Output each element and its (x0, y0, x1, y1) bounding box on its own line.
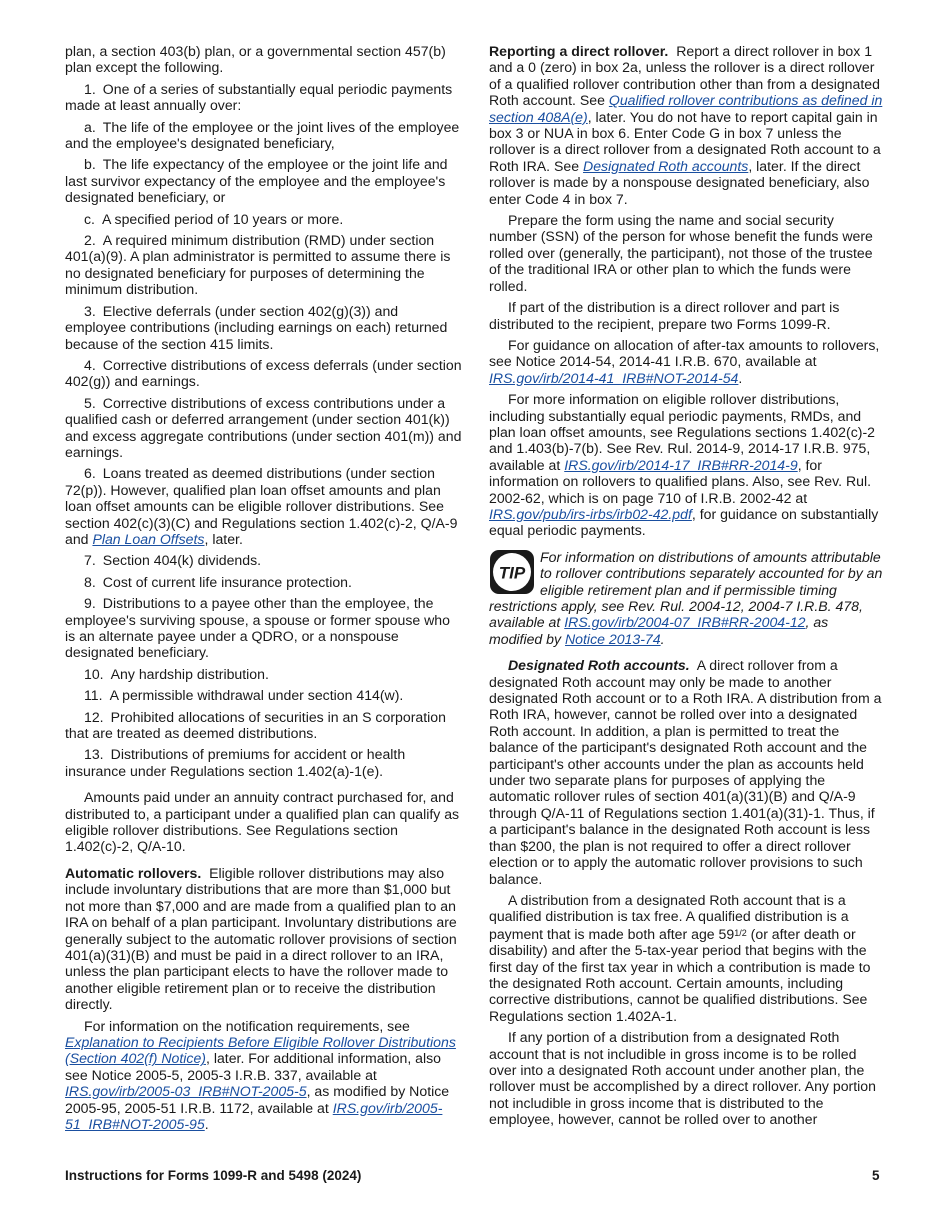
tip-icon (489, 549, 535, 595)
section-402f-notice-link[interactable]: Explanation to Recipients Before Eligible Rollover Distributions (Section 402(f) Notice) (65, 1033, 456, 1067)
list-item-8: 8. Cost of current life insurance protection. (84, 573, 352, 590)
right-column (489, 43, 885, 1128)
rev-rul-2004-12-link[interactable]: IRS.gov/irb/2004-07_IRB#RR-2004-12 (564, 614, 806, 631)
notice-2005-5-link[interactable]: IRS.gov/irb/2005-03_IRB#NOT-2005-5 (65, 1083, 307, 1100)
notice-2005-95-link[interactable]: IRS.gov/irb/2005-51_IRB#NOT-2005-95 (65, 1099, 443, 1132)
list-item-1a: a. The life of the employee or the joint lives of the employee and the employee's designated beneficiary, (65, 118, 460, 152)
designated-roth-heading: Designated Roth accounts. (508, 657, 690, 674)
list-item-1: 1. One of a series of substantially equal periodic payments made at least annually over: (65, 80, 453, 114)
list-item-2: 2. A required minimum distribution (RMD) under section 401(a)(9). A plan administrator is permitted to assume there is no designated beneficiary for purposes of determining the minimum distribution. (65, 232, 451, 298)
any-portion-paragraph: If any portion of a distribution from a designated Roth account that is not includible in gross income is to be rolled over into a designated Roth account under another plan, the rollover must be accomplished by a direct rollover. Any portion not includible in gross income that is distributed to the employee, however, cannot be rolled over to another (489, 1029, 876, 1128)
tip-label: TIP (498, 563, 526, 583)
one-half-fraction: 1/2 (734, 927, 747, 938)
list-item-3: 3. Elective deferrals (under section 402(g)(3)) and employee contributions (including earnings on each) returned because of the section 415 limits. (65, 302, 448, 352)
plan-loan-offsets-link[interactable]: Plan Loan Offsets (92, 530, 205, 547)
qualified-rollover-contributions-link[interactable]: Qualified rollover contributions as defined in section 408A(e) (489, 92, 883, 125)
list-item-5: 5. Corrective distributions of excess contributions under a qualified cash or deferred arrangement (under section 401(k)) and excess aggregate contributions (under section 401(m)) and earnings. (65, 394, 462, 460)
automatic-rollovers-paragraph: Automatic rollovers. Eligible rollover distributions may also include involuntary distributions that are more than $1,000 but not more than $7,000 and are made from a qualified plan to an IRA on behalf of a plan participant. Involuntary distributions are generally subject to the automatic rollover provisions of section 401(a)(31)(B) and must be paid in a direct rollover to an IRA, unless the plan participant elects to have the rollover made to another eligible retirement plan or to receive the distribution directly. (65, 864, 457, 1013)
left-column (65, 43, 462, 1132)
notification-paragraph: For information on the notification requirements, see Explanation to Recipients Before Eligible Rollover Distributions (Section 402(f) Notice), later. For additional information, also see Notice 2005-5, 2005-3 I.R.B. 337, available at IRS.gov/irb/2005-03_IRB#NOT-2005-5, as modified by Notice 2005-95, 2005-51 I.R.B. 1172, available at IRS.gov/irb/2005-51_IRB#NOT-2005-95. (65, 1017, 456, 1132)
list-item-10: 10. Any hardship distribution. (84, 665, 269, 682)
intro-paragraph: plan, a section 403(b) plan, or a governmental section 457(b) plan except the following. (65, 43, 446, 76)
page-number: 5 (872, 1168, 880, 1183)
more-information-paragraph: For more information on eligible rollover distributions, including substantially equal periodic payments, RMDs, and plan loan offset amounts, see Regulations sections 1.402(c)-2 and 1.403(b)-7(b). See Rev. Rul. 2014-9, 2014-17 I.R.B. 975, available at IRS.gov/irb/2014-17_IRB#RR-2014-9, for information on rollovers to qualified plans. Also, see Rev. Rul. 2002-62, which is on page 710 of I.R.B. 2002-42 at IRS.gov/pub/irs-irbs/irb02-42.pdf, for guidance on substantially equal periodic payments. (489, 391, 879, 539)
tip-box: TIP For information on distributions of amounts attributable to rollover contributions separately accounted for by an eligible retirement plan and if permissible timing restrictions apply, see Rev. Rul. 2004-12, 2004-7 I.R.B. 478, available at IRS.gov/irb/2004-07_IRB#RR-2004-12, as modified by Notice 2013-74. (489, 548, 883, 647)
footer-title: Instructions for Forms 1099-R and 5498 (2024) (65, 1168, 362, 1183)
list-item-11: 11. A permissible withdrawal under section 414(w). (84, 687, 404, 704)
notice-2013-74-link[interactable]: Notice 2013-74 (565, 630, 661, 647)
list-item-13: 13. Distributions of premiums for accident or health insurance under Regulations section 1.402(a)-1(e). (65, 746, 406, 779)
automatic-rollovers-heading: Automatic rollovers. (65, 864, 202, 881)
irb02-42-pdf-link[interactable]: IRS.gov/pub/irs-irbs/irb02-42.pdf (489, 505, 692, 522)
rev-rul-2014-9-link[interactable]: IRS.gov/irb/2014-17_IRB#RR-2014-9 (564, 456, 798, 473)
direct-rollover-heading: Reporting a direct rollover. (489, 43, 669, 59)
annuity-paragraph: Amounts paid under an annuity contract purchased for, and distributed to, a participant under a qualified plan can qualify as eligible rollover distributions. See Regulations section 1.402(c)-2, Q/A-10. (65, 789, 460, 855)
guidance-paragraph: For guidance on allocation of after-tax amounts to rollovers, see Notice 2014-54, 2014-41 I.R.B. 670, available at IRS.gov/irb/2014-41_IRB#NOT-2014-54. (489, 336, 880, 386)
part-distribution-paragraph: If part of the distribution is a direct rollover and part is distributed to the recipient, prepare two Forms 1099-R. (489, 299, 840, 332)
list-item-1c: c. A specified period of 10 years or more. (84, 210, 344, 227)
list-item-6: 6. Loans treated as deemed distributions (under section 72(p)). However, qualified plan loan offset amounts and plan loan offset amounts can be eligible rollover distributions. See section 402(c)(3)(C) and Regulations section 1.402(c)-2, Q/A-9 and Plan Loan Offsets, later. (65, 465, 458, 547)
list-item-9: 9. Distributions to a payee other than the employee, the employee's surviving spouse, a spouse or former spouse who is an alternate payee under a QDRO, or a nonspouse designated beneficiary. (65, 595, 450, 661)
list-item-12: 12. Prohibited allocations of securities in an S corporation that are treated as deemed distributions. (65, 708, 446, 742)
qualified-distribution-paragraph: A distribution from a designated Roth account that is a qualified distribution is tax free. A qualified distribution is a payment that is made both after age $59^{1/2}$ (or after death or disability) and after the 5-tax-year period that begins with the first day of the first tax year in which a contribution is made to the designated Roth account. Certain amounts, including corrective distributions, cannot be qualified distributions. See Regulations section 1.402A-1. (489, 891, 871, 1024)
designated-roth-accounts-link[interactable]: Designated Roth accounts (583, 157, 749, 174)
list-item-1b: b. The life expectancy of the employee or the joint life and last survivor expectancy of the employee and the employee's designated beneficiary, or (65, 156, 448, 206)
list-item-4: 4. Corrective distributions of excess deferrals (under section 402(g)) and earnings. (65, 356, 462, 390)
notice-2014-54-link[interactable]: IRS.gov/irb/2014-41_IRB#NOT-2014-54 (489, 369, 739, 386)
designated-roth-paragraph: Designated Roth accounts. A direct rollover from a designated Roth account may only be made to another designated Roth account or to a Roth IRA. A distribution from a Roth IRA, however, cannot be rolled over into a designated Roth account. In addition, a plan is permitted to treat the balance of the participant's designated Roth account and the participant's other accounts under the plan as accounts held under two separate plans for purposes of applying the automatic rollover rules of section 401(a)(31)(B) and Q/A-9 through Q/A-11 of Regulations section 1.401(a)(31)-1. Thus, if a participant's balance in the designated Roth account is less than $200, the plan is not required to offer a direct rollover election or to apply the automatic rollover provisions to such balance. (489, 657, 882, 887)
prepare-form-paragraph: Prepare the form using the name and social security number (SSN) of the person for whose benefit the funds were rolled over (generally, the participant), not those of the trustee of the traditional IRA or other plan to which the funds were rolled. (489, 212, 873, 294)
list-item-7: 7. Section 404(k) dividends. (84, 552, 262, 569)
direct-rollover-paragraph: Reporting a direct rollover. Report a direct rollover in box 1 and a 0 (zero) in box 2a, unless the rollover is a direct rollover of a qualified rollover contribution other than from a designated Roth account. See Qualified rollover contributions as defined in section 408A(e), later. You do not have to report capital gain in box 3 or NUA in box 6. Enter Code G in box 7 unless the rollover is a direct rollover from a designated Roth account to a Roth IRA. See Designated Roth accounts, later. If the direct rollover is made by a nonspouse designated beneficiary, also enter Code 4 in box 7. (489, 43, 883, 207)
